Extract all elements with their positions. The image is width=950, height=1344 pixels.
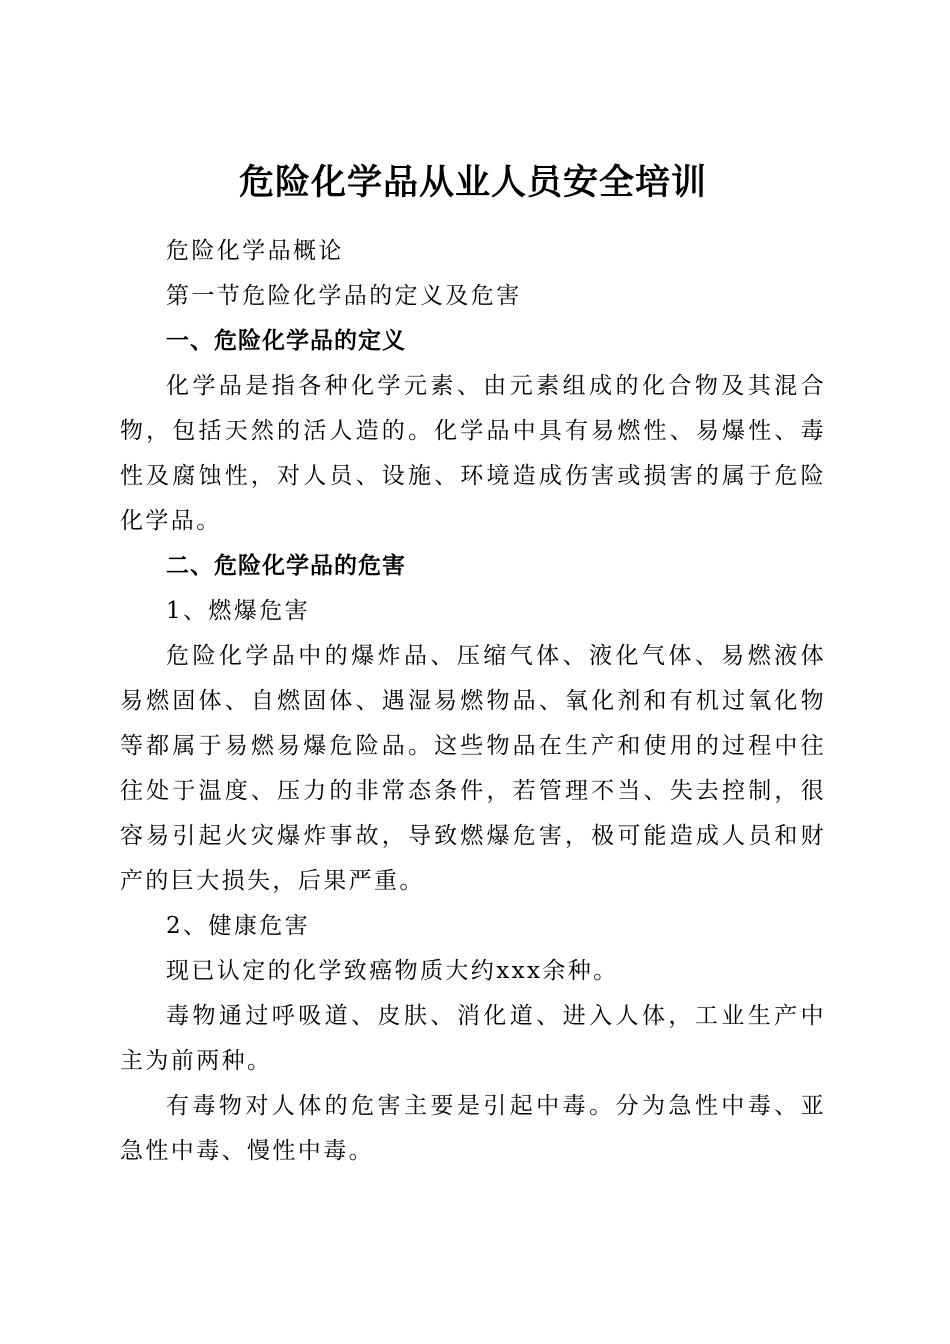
document-title: 危险化学品从业人员安全培训 [238,163,707,204]
paragraph-fire-explosion: 危险化学品中的爆炸品、压缩气体、液化气体、易燃液体易燃固体、自燃固体、遇湿易燃物品、氧化剂和有机过氧化物等都属于易燃易爆危险品。这些物品在生产和使用的过程中往往处于温度、压力的非常态条件，若管理不当、失去控制，很容易引起火灾爆炸事故，导致燃爆危害，极可能造成人员和财产的巨大损失，后果严重。 [120,643,826,894]
paragraph-definition: 化学品是指各种化学元素、由元素组成的化合物及其混合物，包括天然的活人造的。化学品中具有易燃性、易爆性、毒性及腐蚀性，对人员、设施、环境造成伤害或损害的属于危险化学品。 [120,373,826,534]
subheading-fire-explosion: 1、燃爆危害 [166,598,311,624]
paragraph-carcinogens: 现已认定的化学致癌物质大约xxx余种。 [166,958,619,984]
subheading-health: 2、健康危害 [166,913,311,939]
document-body [120,229,826,1174]
heading-definition: 一、危险化学品的定义 [166,328,406,354]
paragraph-exposure-routes: 毒物通过呼吸道、皮肤、消化道、进入人体，工业生产中主为前两种。 [120,1003,826,1074]
section-title: 第一节危险化学品的定义及危害 [166,283,522,309]
heading-hazards: 二、危险化学品的危害 [166,553,406,579]
chapter-title: 危险化学品概论 [166,238,344,264]
paragraph-poisoning: 有毒物对人体的危害主要是引起中毒。分为急性中毒、亚急性中毒、慢性中毒。 [120,1093,826,1164]
